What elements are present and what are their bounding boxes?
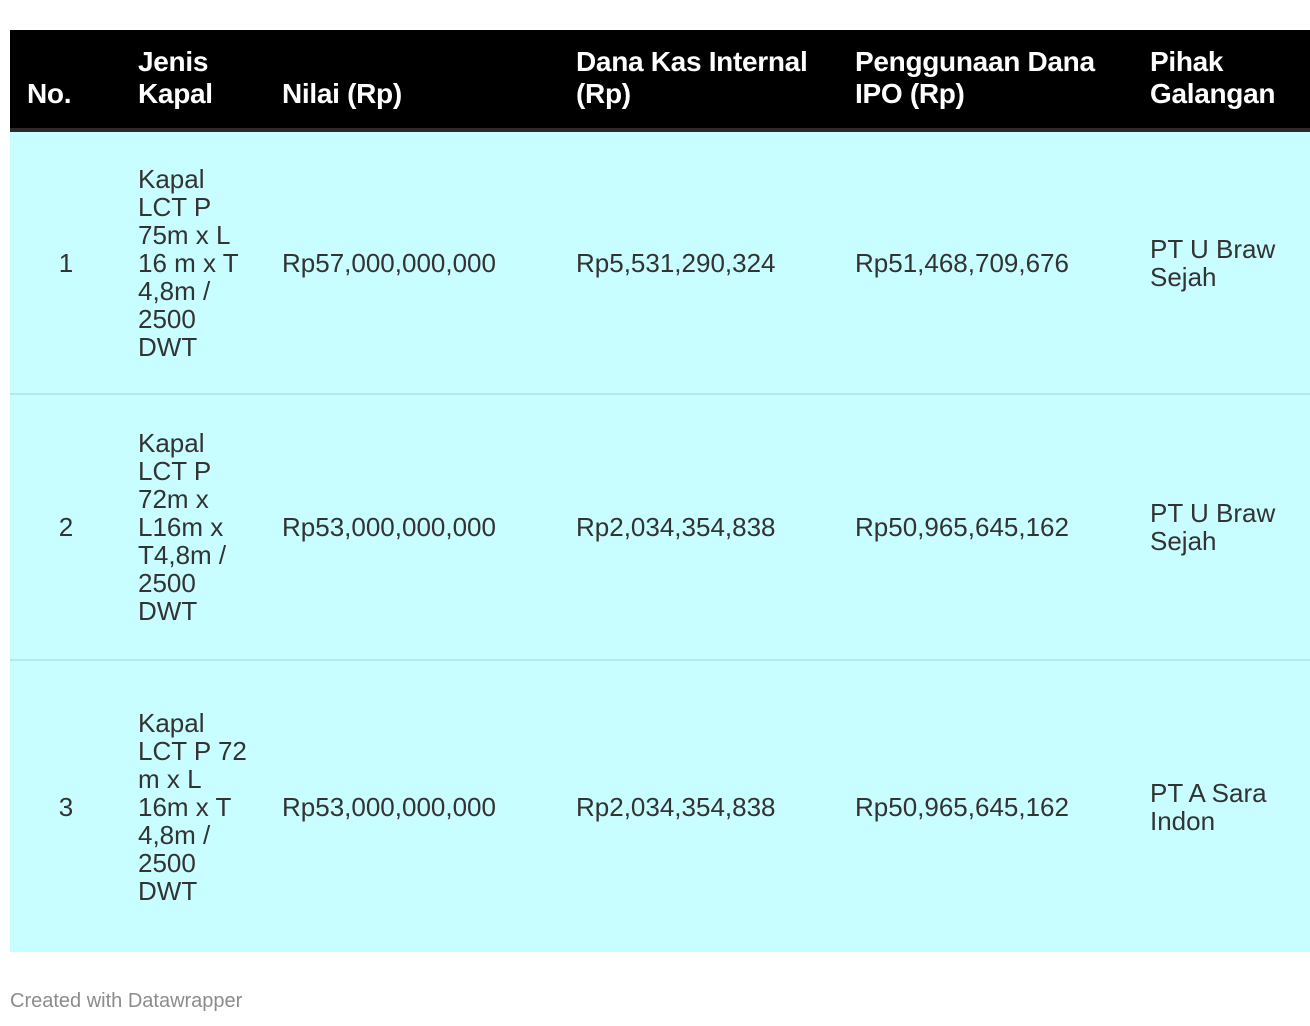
cell-nilai: Rp53,000,000,000: [266, 394, 560, 660]
table-body: [10, 132, 1310, 952]
header-penggunaan-dana-ipo[interactable]: Penggunaan Dana IPO (Rp): [855, 46, 1095, 109]
datawrapper-credit[interactable]: Created with Datawrapper: [10, 990, 243, 1012]
table-header: [10, 30, 1310, 132]
header-no[interactable]: No.: [27, 78, 72, 109]
cell-no: 2: [10, 394, 122, 660]
header-pihak-galangan[interactable]: Pihak Galangan: [1150, 46, 1276, 109]
header-jenis-kapal[interactable]: Jenis Kapal: [138, 46, 213, 109]
table-row: [10, 394, 1310, 660]
cell-dana-kas-internal: Rp2,034,354,838: [560, 394, 839, 660]
cell-jenis-kapal: Kapal LCT P 72m x L16m x T4,8m / 2500 DWT: [122, 394, 266, 660]
cell-no: 1: [58, 247, 74, 278]
header-dana-kas-internal[interactable]: Dana Kas Internal (Rp): [576, 46, 808, 109]
cell-jenis-kapal: Kapal LCT P 75m x L 16 m x T 4,8m / 2500 DWT: [138, 163, 239, 362]
cell-nilai: Rp53,000,000,000: [266, 660, 560, 952]
cell-pihak-galangan: PT A Sara Indon: [1134, 660, 1310, 952]
header-row: [10, 30, 1310, 128]
table-row: [10, 132, 1310, 394]
cell-jenis-kapal: Kapal LCT P 72 m x L 16m x T 4,8m / 2500 DWT: [122, 660, 266, 952]
cell-penggunaan-dana-ipo: Rp51,468,709,676: [855, 247, 1069, 278]
cell-no: 3: [10, 660, 122, 952]
table-row: [10, 660, 1310, 952]
cell-nilai: Rp57,000,000,000: [282, 247, 496, 278]
header-nilai[interactable]: Nilai (Rp): [282, 78, 402, 109]
cell-penggunaan-dana-ipo: Rp50,965,645,162: [839, 660, 1134, 952]
cell-pihak-galangan: PT U Braw Sejah: [1134, 394, 1310, 660]
data-table-container: [10, 30, 1276, 952]
cell-dana-kas-internal: Rp2,034,354,838: [560, 660, 839, 952]
data-table: [10, 30, 1310, 952]
cell-dana-kas-internal: Rp5,531,290,324: [576, 247, 776, 278]
cell-pihak-galangan: PT U Braw Sejah: [1150, 233, 1276, 292]
cell-penggunaan-dana-ipo: Rp50,965,645,162: [839, 394, 1134, 660]
